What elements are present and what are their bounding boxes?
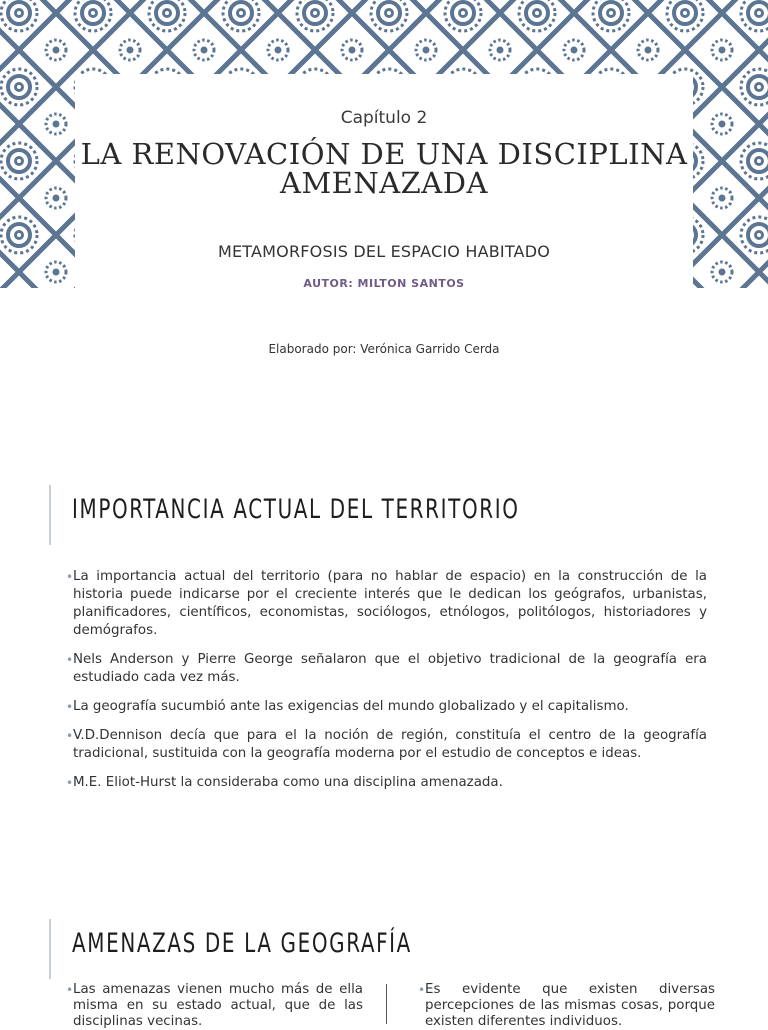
left-column-text [66, 982, 363, 1030]
bullet-marker: • [66, 983, 74, 997]
chapter-label: Capítulo 2 [340, 108, 428, 128]
bullet-marker: • [66, 729, 74, 743]
list-item [66, 698, 707, 716]
main-title-line-1: LA RENOVACIÓN DE UNA DISCIPLINA [80, 137, 688, 171]
main-title-line-2: AMENAZADA [280, 166, 488, 200]
list-item-text: La importancia actual del territorio (para no hablar de espacio) en la construcción de la historia puede indicarse por el creciente interés que le dedican los geógrafos, urbanistas, planificadores, científicos, economistas, sociólogos, etnólogos, politólogos, historiadores y demógrafos. [73, 569, 707, 638]
list-item [66, 568, 707, 640]
column-divider [386, 984, 387, 1024]
amenazas-slide [0, 914, 768, 1029]
bullet-marker: • [66, 570, 74, 584]
list-item-text: La geografía sucumbió ante las exigencias del mundo globalizado y el capitalismo. [73, 699, 629, 714]
title-card [75, 74, 693, 288]
list-item [66, 774, 707, 792]
list-item-text: V.D.Dennison decía que para el la noción de región, constituía el centro de la geografía tradicional, sustituida con la geografía moderna por el estudio de conceptos e ideas. [73, 728, 707, 761]
right-column-bullet: Es evidente que existen diversas percepciones de las mismas cosas, porque existen diferentes individuos. [425, 982, 715, 1029]
bullet-marker: • [66, 653, 74, 667]
subtitle: METAMORFOSIS DEL ESPACIO HABITADO [217, 242, 551, 261]
bullet-list [66, 568, 707, 803]
prepared-by-text: Elaborado por: Verónica Garrido Cerda [268, 342, 500, 356]
heading-accent-line [49, 485, 51, 545]
author-label: AUTOR: MILTON SANTOS [303, 277, 465, 290]
main-title [75, 137, 693, 200]
heading-accent-line [49, 919, 51, 979]
importancia-slide [0, 462, 768, 914]
section-heading: IMPORTANCIA ACTUAL DEL TERRITORIO [72, 494, 520, 525]
list-item [66, 727, 707, 763]
list-item-text: M.E. Eliot-Hurst la consideraba como una disciplina amenazada. [73, 775, 503, 790]
right-column-text [418, 982, 715, 1030]
bullet-marker: • [66, 776, 74, 790]
bullet-marker: • [418, 983, 426, 997]
list-item-text: Nels Anderson y Pierre George señalaron que el objetivo tradicional de la geografía era estudiado cada vez más. [73, 652, 707, 685]
section-heading: AMENAZAS DE LA GEOGRAFÍA [72, 928, 412, 959]
bullet-marker: • [66, 700, 74, 714]
title-slide [0, 0, 768, 462]
list-item [66, 651, 707, 687]
left-column-bullet: Las amenazas vienen mucho más de ella misma en su estado actual, que de las disciplinas vecinas. [73, 982, 363, 1029]
